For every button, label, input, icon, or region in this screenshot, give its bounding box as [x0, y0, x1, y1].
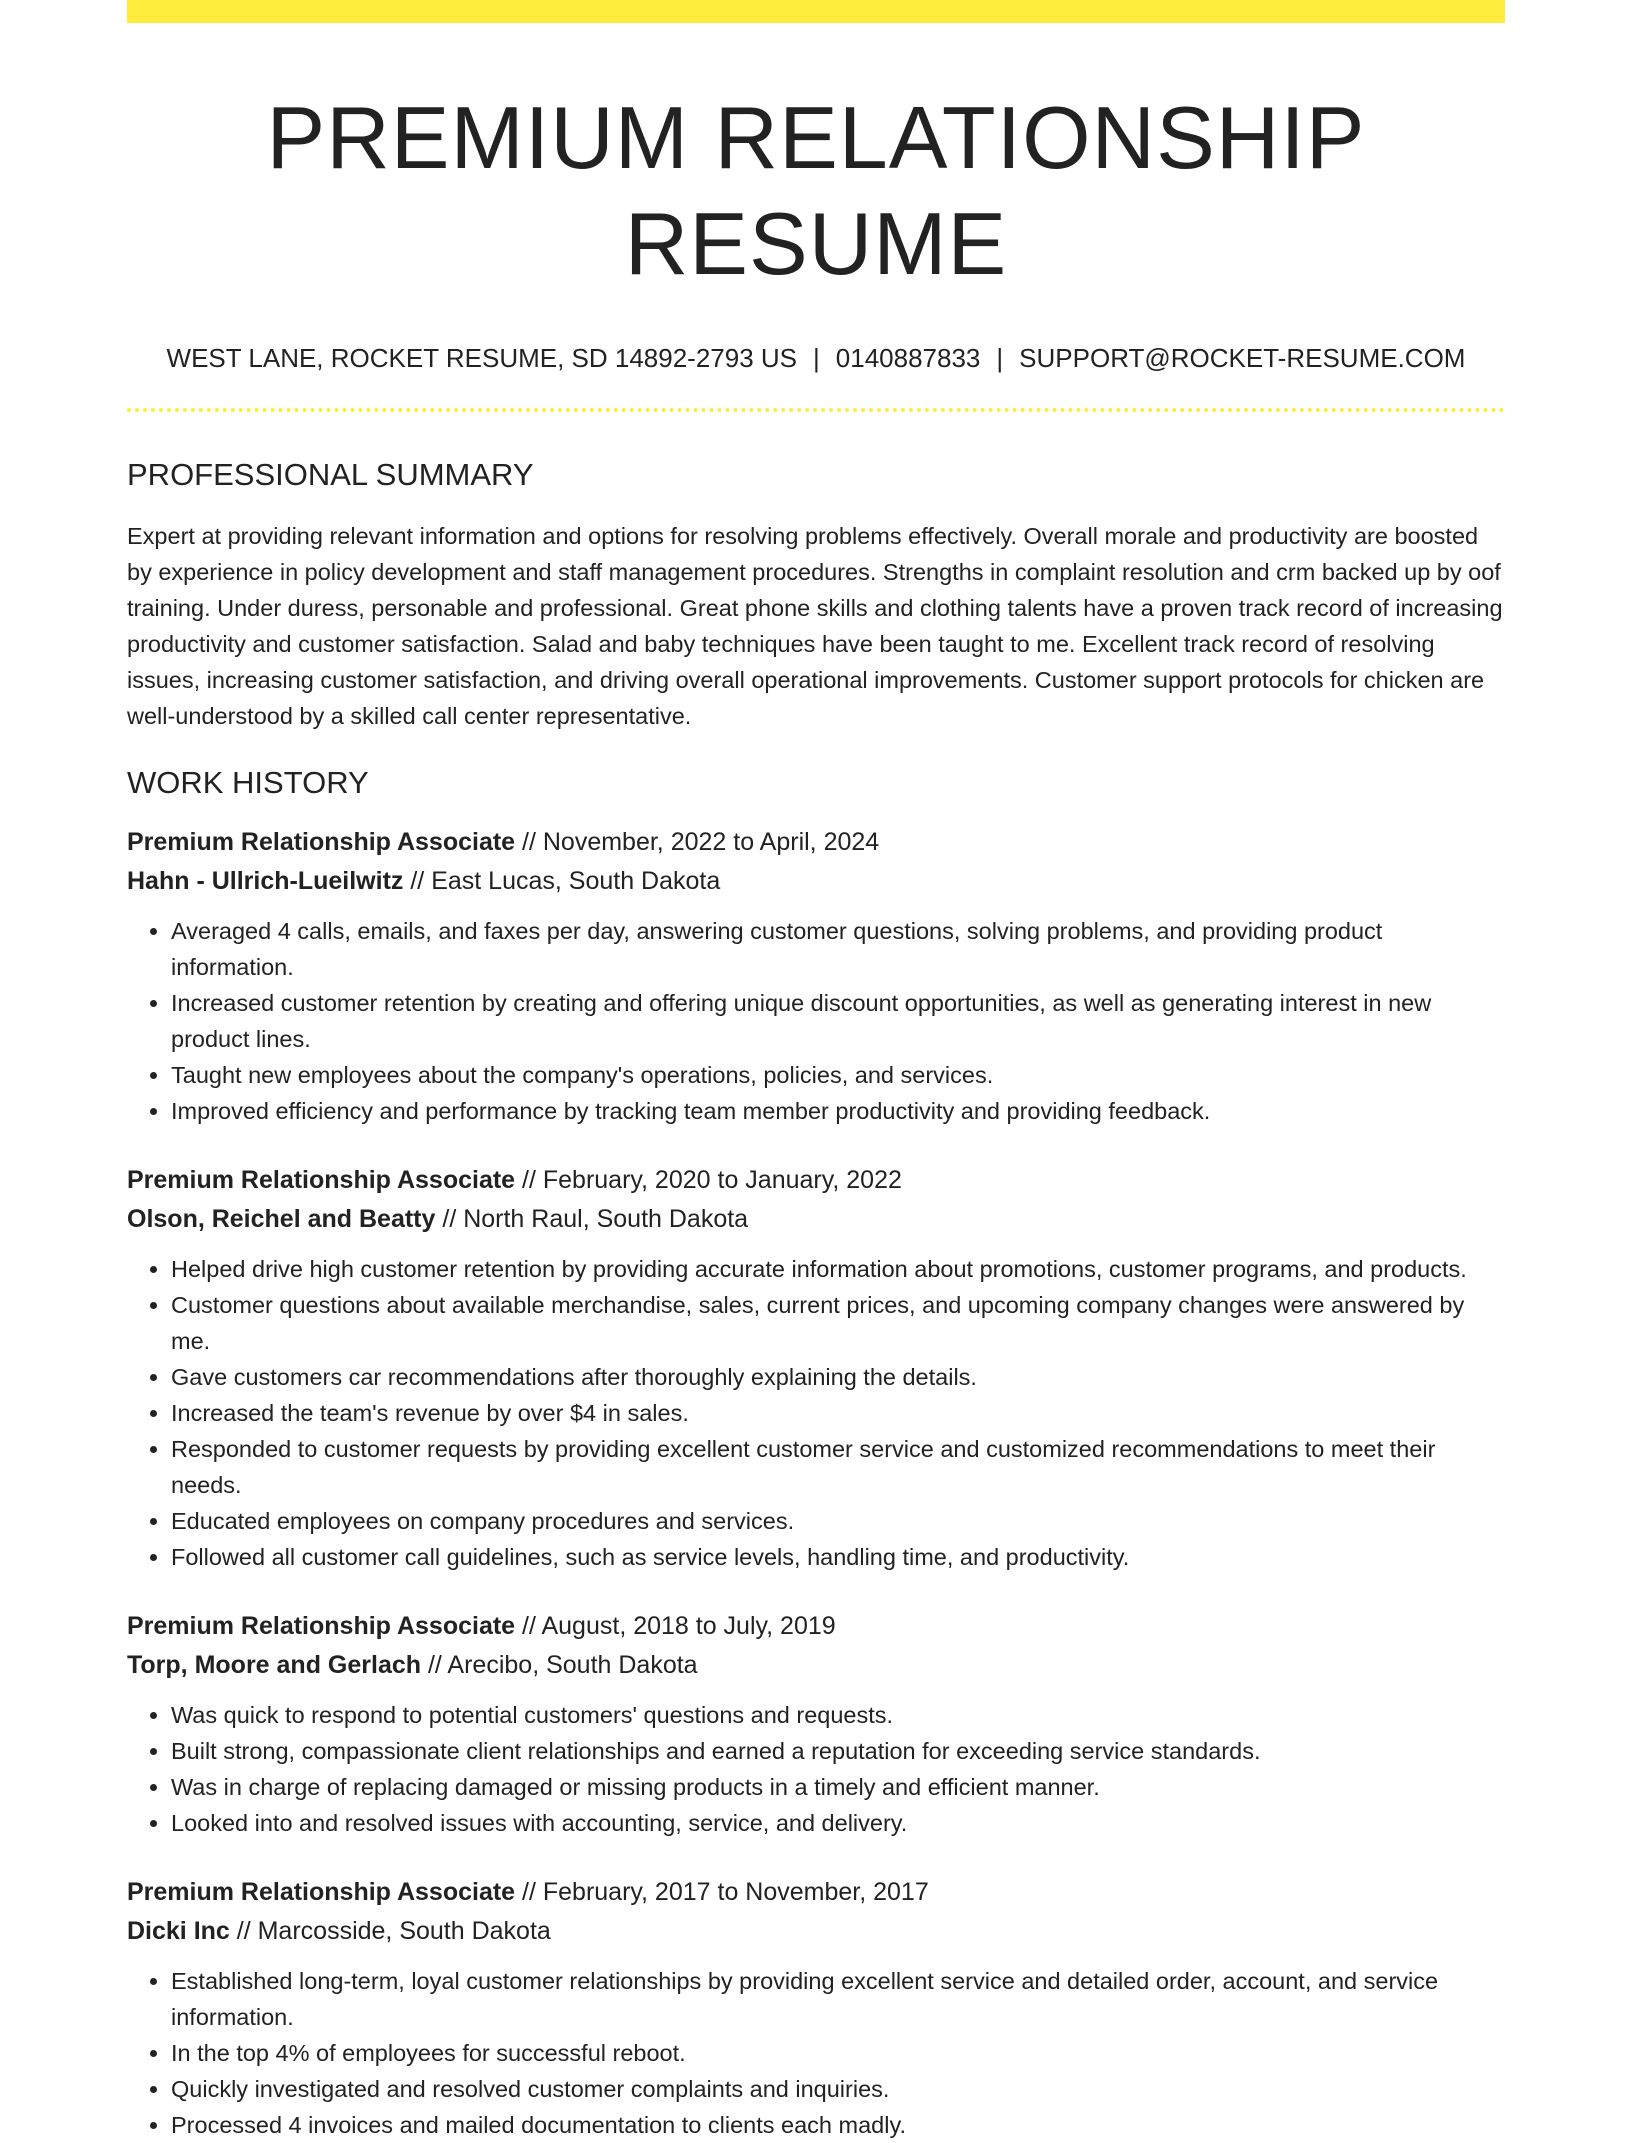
duty-item: • Improved efficiency and performance by tracking team member productivity and providing feedback.	[171, 1093, 1505, 1129]
duty-item: • Looked into and resolved issues with accounting, service, and delivery.	[171, 1805, 1505, 1841]
duty-item: • Gave customers car recommendations after thoroughly explaining the details.	[171, 1359, 1505, 1395]
address: WEST LANE, ROCKET RESUME, SD 14892-2793 US	[166, 343, 798, 374]
duties-list	[127, 1251, 1505, 1575]
job-title-line	[127, 1607, 1505, 1646]
work-history-heading: WORK HISTORY	[127, 764, 369, 800]
contact-separator: |	[813, 343, 820, 374]
duty-item: • Educated employees on company procedures and services.	[171, 1503, 1505, 1539]
job-dates: // November, 2022 to April, 2024	[515, 827, 880, 856]
job-entry	[127, 1873, 1505, 2143]
duty-item: • Customer questions about available merchandise, sales, current prices, and upcoming company changes were answered by me.	[171, 1287, 1505, 1359]
job-title-line	[127, 823, 1505, 862]
job-title: Premium Relationship Associate	[127, 1611, 516, 1640]
job-company-line	[127, 1200, 1505, 1239]
job-title-line	[127, 1873, 1505, 1912]
company-name: Torp, Moore and Gerlach	[127, 1650, 422, 1679]
company-name: Olson, Reichel and Beatty	[127, 1204, 436, 1233]
contact-line	[127, 343, 1505, 374]
job-location: // Marcosside, South Dakota	[229, 1916, 551, 1945]
top-accent-bar	[127, 0, 1505, 23]
duty-item: • Responded to customer requests by providing excellent customer service and customized recommendations to meet their needs.	[171, 1431, 1505, 1503]
duties-list	[127, 1697, 1505, 1841]
job-title: Premium Relationship Associate	[127, 1165, 516, 1194]
resume-name: PREMIUM RELATIONSHIP RESUME	[266, 88, 1366, 293]
phone-number: 0140887833	[835, 343, 981, 374]
company-name: Hahn - Ullrich-Lueilwitz	[127, 866, 404, 895]
job-company-line	[127, 862, 1505, 901]
duty-item: • Taught new employees about the company's operations, policies, and services.	[171, 1057, 1505, 1093]
duty-item: • Processed 4 invoices and mailed documentation to clients each madly.	[171, 2107, 1505, 2143]
summary-heading: PROFESSIONAL SUMMARY	[127, 457, 534, 493]
job-location: // North Raul, South Dakota	[435, 1204, 749, 1233]
duties-list	[127, 1963, 1505, 2143]
job-title: Premium Relationship Associate	[127, 1877, 516, 1906]
duty-item: • Was quick to respond to potential customers' questions and requests.	[171, 1697, 1505, 1733]
job-entry	[127, 1161, 1505, 1575]
duty-item: • Built strong, compassionate client relationships and earned a reputation for exceeding service standards.	[171, 1733, 1505, 1769]
duty-item: • Quickly investigated and resolved customer complaints and inquiries.	[171, 2071, 1505, 2107]
duty-item: • Was in charge of replacing damaged or missing products in a timely and efficient manner.	[171, 1769, 1505, 1805]
duty-item: • Followed all customer call guidelines, such as service levels, handling time, and productivity.	[171, 1539, 1505, 1575]
header-divider	[127, 408, 1505, 412]
job-entry	[127, 823, 1505, 1129]
resume-page	[127, 0, 1505, 2143]
job-dates: // February, 2017 to November, 2017	[515, 1877, 929, 1906]
job-location: // East Lucas, South Dakota	[403, 866, 721, 895]
job-entry	[127, 1607, 1505, 1841]
duty-item: • Increased customer retention by creating and offering unique discount opportunities, as well as generating interest in new product lines.	[171, 985, 1505, 1057]
work-history-list	[127, 823, 1505, 2143]
job-dates: // August, 2018 to July, 2019	[515, 1611, 836, 1640]
job-dates: // February, 2020 to January, 2022	[515, 1165, 902, 1194]
company-name: Dicki Inc	[127, 1916, 230, 1945]
contact-separator: |	[996, 343, 1004, 374]
job-location: // Arecibo, South Dakota	[421, 1650, 698, 1679]
duty-item: • Established long-term, loyal customer relationships by providing excellent service and detailed order, account, and service information.	[171, 1963, 1505, 2035]
duty-item: • Increased the team's revenue by over $4 in sales.	[171, 1395, 1505, 1431]
duties-list	[127, 913, 1505, 1129]
email-address[interactable]: SUPPORT@ROCKET-RESUME.COM	[1019, 343, 1466, 374]
duty-item: • In the top 4% of employees for successful reboot.	[171, 2035, 1505, 2071]
job-title: Premium Relationship Associate	[127, 827, 516, 856]
job-title-line	[127, 1161, 1505, 1200]
job-company-line	[127, 1646, 1505, 1685]
summary-text: Expert at providing relevant information and options for resolving problems effectively. Overall morale and productivity are boosted by experience in policy development and staff management procedures. Strengths in complaint resolution and crm backed up by oof training. Under duress, personable and professional. Great phone skills and clothing talents have a proven track record of increasing productivity and customer satisfaction. Salad and baby techniques have been taught to me. Excellent track record of resolving issues, increasing customer satisfaction, and driving overall operational improvements. Customer support protocols for chicken are well-understood by a skilled call center representative.	[127, 522, 1503, 729]
duty-item: • Helped drive high customer retention by providing accurate information about promotions, customer programs, and products.	[171, 1251, 1505, 1287]
job-company-line	[127, 1912, 1505, 1951]
duty-item: • Averaged 4 calls, emails, and faxes per day, answering customer questions, solving problems, and providing product information.	[171, 913, 1505, 985]
